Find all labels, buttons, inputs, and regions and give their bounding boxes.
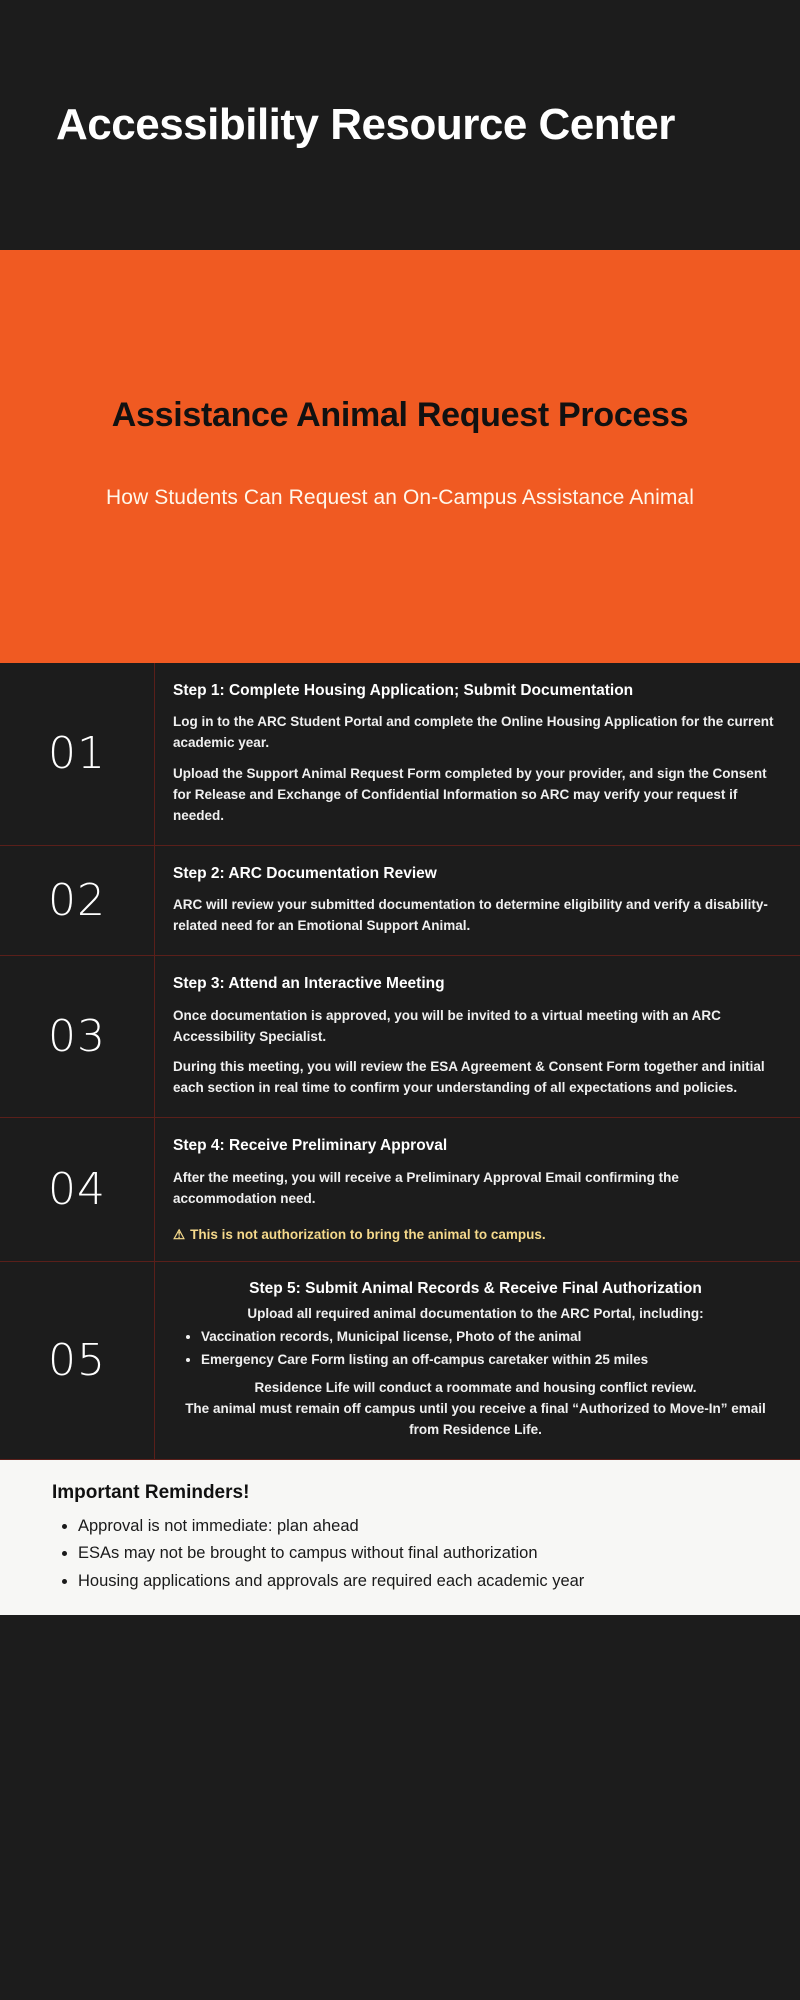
step-item xyxy=(0,663,800,846)
step-paragraph: During this meeting, you will review the ESA Agreement & Consent Form together and initial each section in real time to confirm your understanding of all expectations and policies. xyxy=(173,1059,765,1096)
hero-title: Assistance Animal Request Process xyxy=(111,396,689,434)
step-footer-line: The animal must remain off campus until you receive a final “Authorized to Move-In” email from Residence Life. xyxy=(185,1400,766,1437)
page-title: Accessibility Resource Center xyxy=(56,100,675,149)
step-number-cell xyxy=(0,663,155,845)
step-paragraph: ARC will review your submitted documentation to determine eligibility and verify a disability-related need for an Emotional Support Animal. xyxy=(173,897,768,934)
reminders-list xyxy=(78,1514,760,1595)
step-title: Step 5: Submit Animal Records & Receive Final Authorization xyxy=(249,1280,702,1298)
hero-banner xyxy=(0,250,800,663)
step-body xyxy=(155,1262,800,1458)
step-body xyxy=(155,1118,800,1261)
step-number-cell xyxy=(0,846,155,955)
step-title: Step 1: Complete Housing Application; Submit Documentation xyxy=(173,682,634,699)
warning-icon: ⚠ xyxy=(173,1227,186,1243)
step-title: Step 3: Attend an Interactive Meeting xyxy=(173,975,445,993)
step-number: 05 xyxy=(48,1335,106,1387)
step-number: 04 xyxy=(48,1164,106,1216)
list-item: • ESAs may not be brought to campus without final authorization xyxy=(78,1541,760,1567)
step-item xyxy=(0,1262,800,1459)
step-number-cell xyxy=(0,1262,155,1458)
step-number: 02 xyxy=(48,875,106,927)
step-number: 01 xyxy=(48,728,106,780)
step-paragraph: Log in to the ARC Student Portal and complete the Online Housing Application for the current academic year. xyxy=(173,714,774,751)
step-warning-text: This is not authorization to bring the animal to campus. xyxy=(190,1227,546,1243)
list-item: • Vaccination records, Municipal license, Photo of the animal xyxy=(201,1327,778,1347)
steps-list xyxy=(0,663,800,1460)
step-number-cell xyxy=(0,956,155,1117)
step-number: 03 xyxy=(48,1011,106,1063)
step-lead: Upload all required animal documentation to the ARC Portal, including: xyxy=(247,1306,704,1322)
step-warning xyxy=(173,1227,778,1243)
list-item: • Emergency Care Form listing an off-campus caretaker within 25 miles xyxy=(201,1350,778,1370)
step-paragraph: Once documentation is approved, you will be invited to a virtual meeting with an ARC Accessibility Specialist. xyxy=(173,1007,721,1044)
step-paragraph: Upload the Support Animal Request Form completed by your provider, and sign the Consent for Release and Exchange of Confidential Information so ARC may verify your request if needed. xyxy=(173,766,767,824)
step-footer-line: Residence Life will conduct a roommate and housing conflict review. xyxy=(254,1379,697,1395)
step-body xyxy=(155,846,800,955)
step-item xyxy=(0,846,800,956)
header xyxy=(0,0,800,250)
step-number-cell xyxy=(0,1118,155,1261)
step-body xyxy=(155,663,800,845)
reminders-title: Important Reminders! xyxy=(52,1481,250,1503)
reminders-section xyxy=(0,1460,800,1615)
step-requirements-list xyxy=(201,1327,778,1372)
step-body xyxy=(155,956,800,1117)
step-item xyxy=(0,956,800,1118)
hero-subtitle: How Students Can Request an On-Campus Assistance Animal xyxy=(106,486,694,509)
step-item xyxy=(0,1118,800,1262)
step-title: Step 4: Receive Preliminary Approval xyxy=(173,1137,448,1155)
list-item: • Housing applications and approvals are required each academic year xyxy=(78,1569,760,1595)
step-title: Step 2: ARC Documentation Review xyxy=(173,864,437,882)
list-item: • Approval is not immediate: plan ahead xyxy=(78,1514,760,1540)
step-paragraph: After the meeting, you will receive a Preliminary Approval Email confirming the accommodation need. xyxy=(173,1169,679,1206)
